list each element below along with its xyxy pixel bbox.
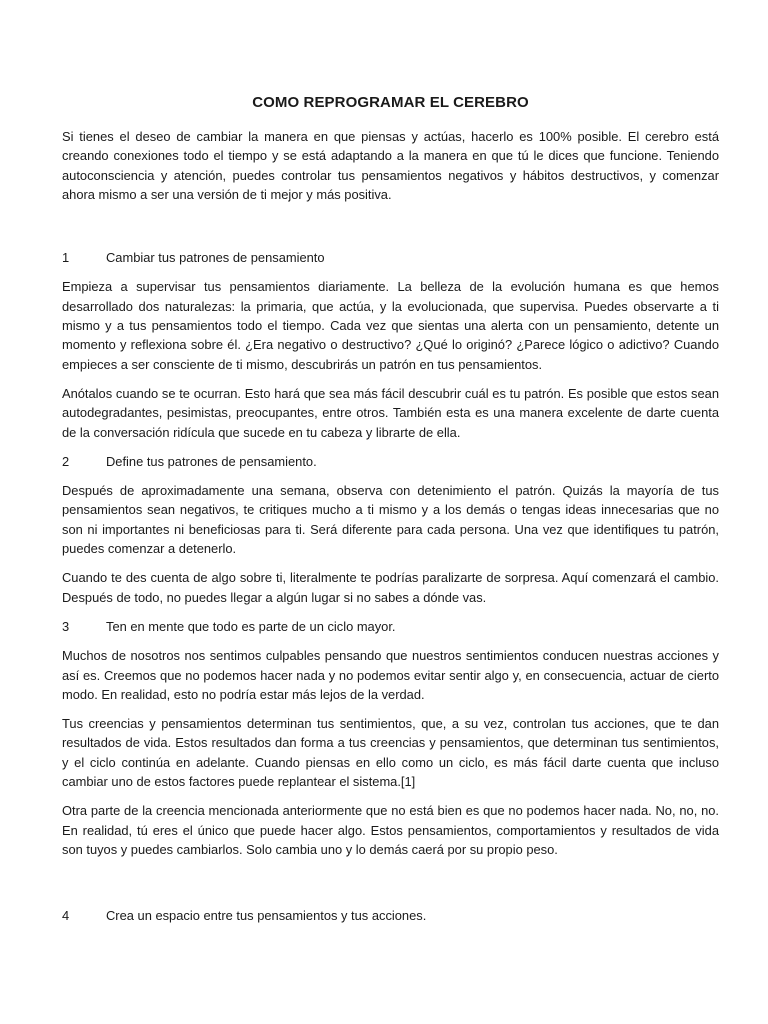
section-heading-text: Define tus patrones de pensamiento. — [106, 453, 317, 469]
section-number: 1 — [62, 250, 70, 266]
document-title: COMO REPROGRAMAR EL CEREBRO — [252, 94, 529, 111]
section-heading-text: Crea un espacio entre tus pensamientos y tus acciones. — [106, 908, 427, 924]
section-heading-4 — [62, 906, 719, 925]
section-2-paragraph-2: Cuando te des cuenta de algo sobre ti, literalmente te podrías paralizarte de sorpresa. Aquí comenzará el cambio. Después de todo, no puedes llegar a algún lugar si no sabes a dónde vas. — [62, 570, 719, 605]
section-3-paragraph-2: Tus creencias y pensamientos determinan tus sentimientos, que, a su vez, controlan tus acciones, que te dan resultados de vida. Estos resultados dan forma a tus creencias y pensamientos, que determinan tus sentimientos, y el ciclo continúa en adelante. Cuando piensas en ello como un ciclo, es más fácil darte cuenta que incluso cambiar uno de estos factores puede replantear el sistema.[1] — [62, 716, 719, 790]
section-number: 3 — [62, 618, 70, 634]
section-heading-1 — [62, 248, 719, 267]
section-1-paragraph-2: Anótalos cuando se te ocurran. Esto hará que sea más fácil descubrir cuál es tu patrón. Es posible que estos sean autodegradantes, pesimistas, preocupantes, entre otros. También esta es una manera excelente de darte cuenta de la conversación ridícula que sucede en tu cabeza y librarte de ella. — [62, 385, 719, 440]
spacer — [62, 214, 719, 248]
section-2-paragraph-1: Después de aproximadamente una semana, observa con detenimiento el patrón. Quizás la mayoría de tus pensamientos sean negativos, te critiques mucho a ti mismo y a los demás o tengas ideas innecesarias que no son ni importantes ni beneficiosas para ti. Será diferente para cada persona. Una vez que identifiques tu patrón, puedes comenzar a detenerlo. — [62, 483, 719, 557]
section-heading-text: Ten en mente que todo es parte de un ciclo mayor. — [106, 618, 396, 634]
section-1-paragraph-1: Empieza a supervisar tus pensamientos diariamente. La belleza de la evolución humana es que hemos desarrollado dos naturalezas: la primaria, que actúa, y la evolucionada, que supervisa. Puedes observarte a ti mismo y a tus pensamientos todo el tiempo. Cada vez que sientas una alerta con un pensamiento, detente un momento y reflexiona sobre él. ¿Era negativo o destructivo? ¿Qué lo originó? ¿Parece lógico o adictivo? Cuando empieces a ser consciente de ti mismo, descubrirás un patrón en tus pensamientos. — [62, 279, 719, 372]
section-heading-3 — [62, 617, 719, 636]
section-3-paragraph-1: Muchos de nosotros nos sentimos culpables pensando que nuestros sentimientos conducen nuestras acciones y así es. Creemos que no podemos hacer nada y no podemos evitar sentir algo y, en consecuencia, actuar de cierto modo. En realidad, esto no podría estar más lejos de la verdad. — [62, 648, 719, 702]
spacer — [62, 869, 719, 906]
section-heading-text: Cambiar tus patrones de pensamiento — [106, 250, 325, 266]
intro-paragraph: Si tienes el deseo de cambiar la manera en que piensas y actúas, hacerlo es 100% posible. El cerebro está creando conexiones todo el tiempo y se está adaptando a la manera en que tú le dices que funcione. Teniendo autoconsciencia y atención, puedes controlar tus pensamientos negativos y hábitos destructivos, y comenzar ahora mismo a ser una versión de ti mejor y más positiva. — [62, 129, 719, 202]
section-number: 2 — [62, 453, 70, 469]
section-heading-2 — [62, 452, 719, 471]
section-number: 4 — [62, 908, 70, 924]
section-3-paragraph-3: Otra parte de la creencia mencionada anteriormente que no está bien es que no podemos hacer nada. No, no, no. En realidad, tú eres el único que puede hacer algo. Estos pensamientos, comportamientos y resultados de vida son tuyos y puedes cambiarlos. Solo cambia uno y lo demás caerá por su propio peso. — [62, 803, 719, 857]
